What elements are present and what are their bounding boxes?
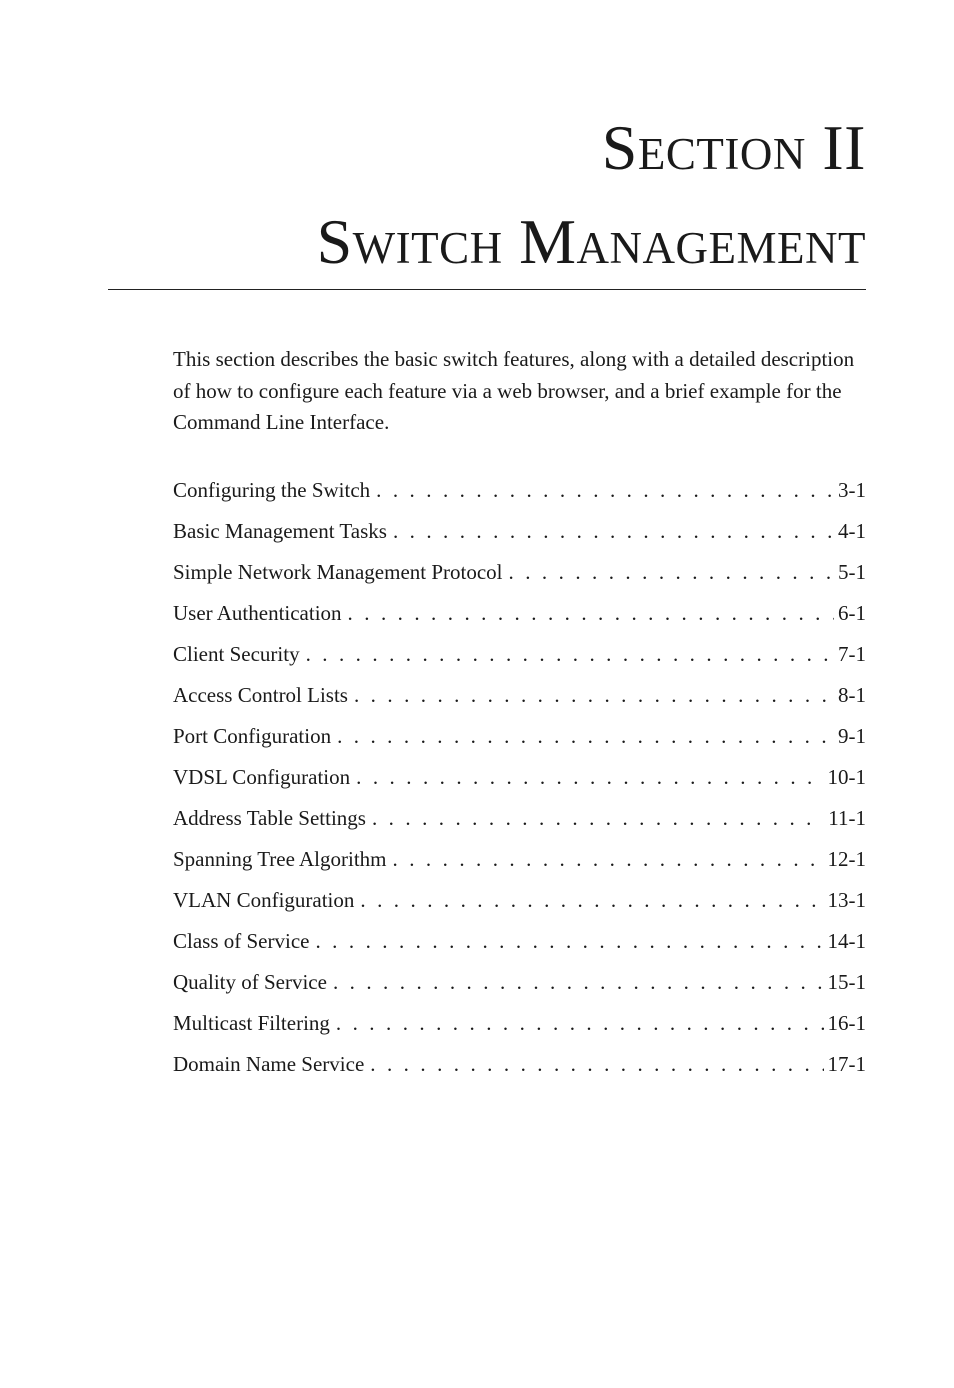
intro-paragraph: This section describes the basic switch features, along with a detailed description of how to configure each feature via a web browser, and a brief example for the Command Line Interface. — [173, 347, 855, 434]
toc-item-page: 14-1 — [827, 929, 866, 953]
toc-item-page: 17-1 — [827, 1052, 866, 1076]
toc-item-page: 16-1 — [827, 1011, 866, 1035]
toc-item-page: 8-1 — [838, 683, 866, 707]
toc-item-title: User Authentication — [173, 601, 342, 625]
section-title: Switch Management — [316, 206, 866, 277]
toc-item-access-control-lists[interactable] — [173, 679, 866, 720]
toc-item-title: Address Table Settings — [173, 806, 366, 830]
toc-item-multicast-filtering[interactable] — [173, 1007, 866, 1048]
toc-item-page: 10-1 — [827, 765, 866, 789]
toc-item-page: 12-1 — [827, 847, 866, 871]
toc-item-page: 15-1 — [827, 970, 866, 994]
toc-item-page: 11-1 — [828, 806, 866, 830]
toc-item-configuring-the-switch[interactable] — [173, 474, 866, 515]
toc-item-title: Domain Name Service — [173, 1052, 365, 1076]
toc-item-vdsl-configuration[interactable] — [173, 761, 866, 802]
toc-item-page: 6-1 — [838, 601, 866, 625]
toc-item-title: Quality of Service — [173, 970, 327, 994]
toc-item-port-configuration[interactable] — [173, 720, 866, 761]
toc-item-title: Port Configuration — [173, 724, 332, 748]
toc-item-client-security[interactable] — [173, 638, 866, 679]
toc-item-page: 5-1 — [838, 560, 866, 584]
toc-leader-dots — [370, 1048, 823, 1081]
heading-divider — [108, 289, 866, 290]
toc-leader-dots — [360, 884, 823, 917]
toc-item-title: Spanning Tree Algorithm — [173, 847, 387, 871]
toc-item-title: Configuring the Switch — [173, 478, 371, 502]
toc-item-address-table-settings[interactable] — [173, 802, 866, 843]
toc-leader-dots — [393, 843, 824, 876]
toc-leader-dots — [356, 761, 823, 794]
toc-item-page: 9-1 — [838, 724, 866, 748]
toc-leader-dots — [376, 474, 834, 507]
section-label: Section II — [601, 112, 866, 183]
toc-leader-dots — [333, 966, 824, 999]
toc-item-class-of-service[interactable] — [173, 925, 866, 966]
toc-item-title: Multicast Filtering — [173, 1011, 330, 1035]
toc-leader-dots — [354, 679, 834, 712]
toc-item-title: Access Control Lists — [173, 683, 348, 707]
toc-item-domain-name-service[interactable] — [173, 1048, 866, 1089]
toc-item-page: 7-1 — [838, 642, 866, 666]
toc-item-title: VDSL Configuration — [173, 765, 351, 789]
toc-item-spanning-tree-algorithm[interactable] — [173, 843, 866, 884]
toc-item-snmp[interactable] — [173, 556, 866, 597]
toc-leader-dots — [393, 515, 834, 548]
toc-item-quality-of-service[interactable] — [173, 966, 866, 1007]
toc-item-basic-management-tasks[interactable] — [173, 515, 866, 556]
toc-item-title: Class of Service — [173, 929, 310, 953]
table-of-contents — [173, 474, 866, 1089]
toc-item-vlan-configuration[interactable] — [173, 884, 866, 925]
toc-leader-dots — [348, 597, 834, 630]
toc-item-page: 4-1 — [838, 519, 866, 543]
toc-item-title: Simple Network Management Protocol — [173, 560, 503, 584]
toc-item-page: 3-1 — [838, 478, 866, 502]
toc-item-title: Client Security — [173, 642, 300, 666]
toc-item-user-authentication[interactable] — [173, 597, 866, 638]
toc-leader-dots — [306, 638, 834, 671]
toc-leader-dots — [509, 556, 834, 589]
toc-leader-dots — [336, 1007, 824, 1040]
toc-leader-dots — [372, 802, 824, 835]
toc-item-title: Basic Management Tasks — [173, 519, 387, 543]
toc-item-title: VLAN Configuration — [173, 888, 355, 912]
toc-leader-dots — [315, 925, 823, 958]
toc-item-page: 13-1 — [827, 888, 866, 912]
toc-leader-dots — [337, 720, 834, 753]
